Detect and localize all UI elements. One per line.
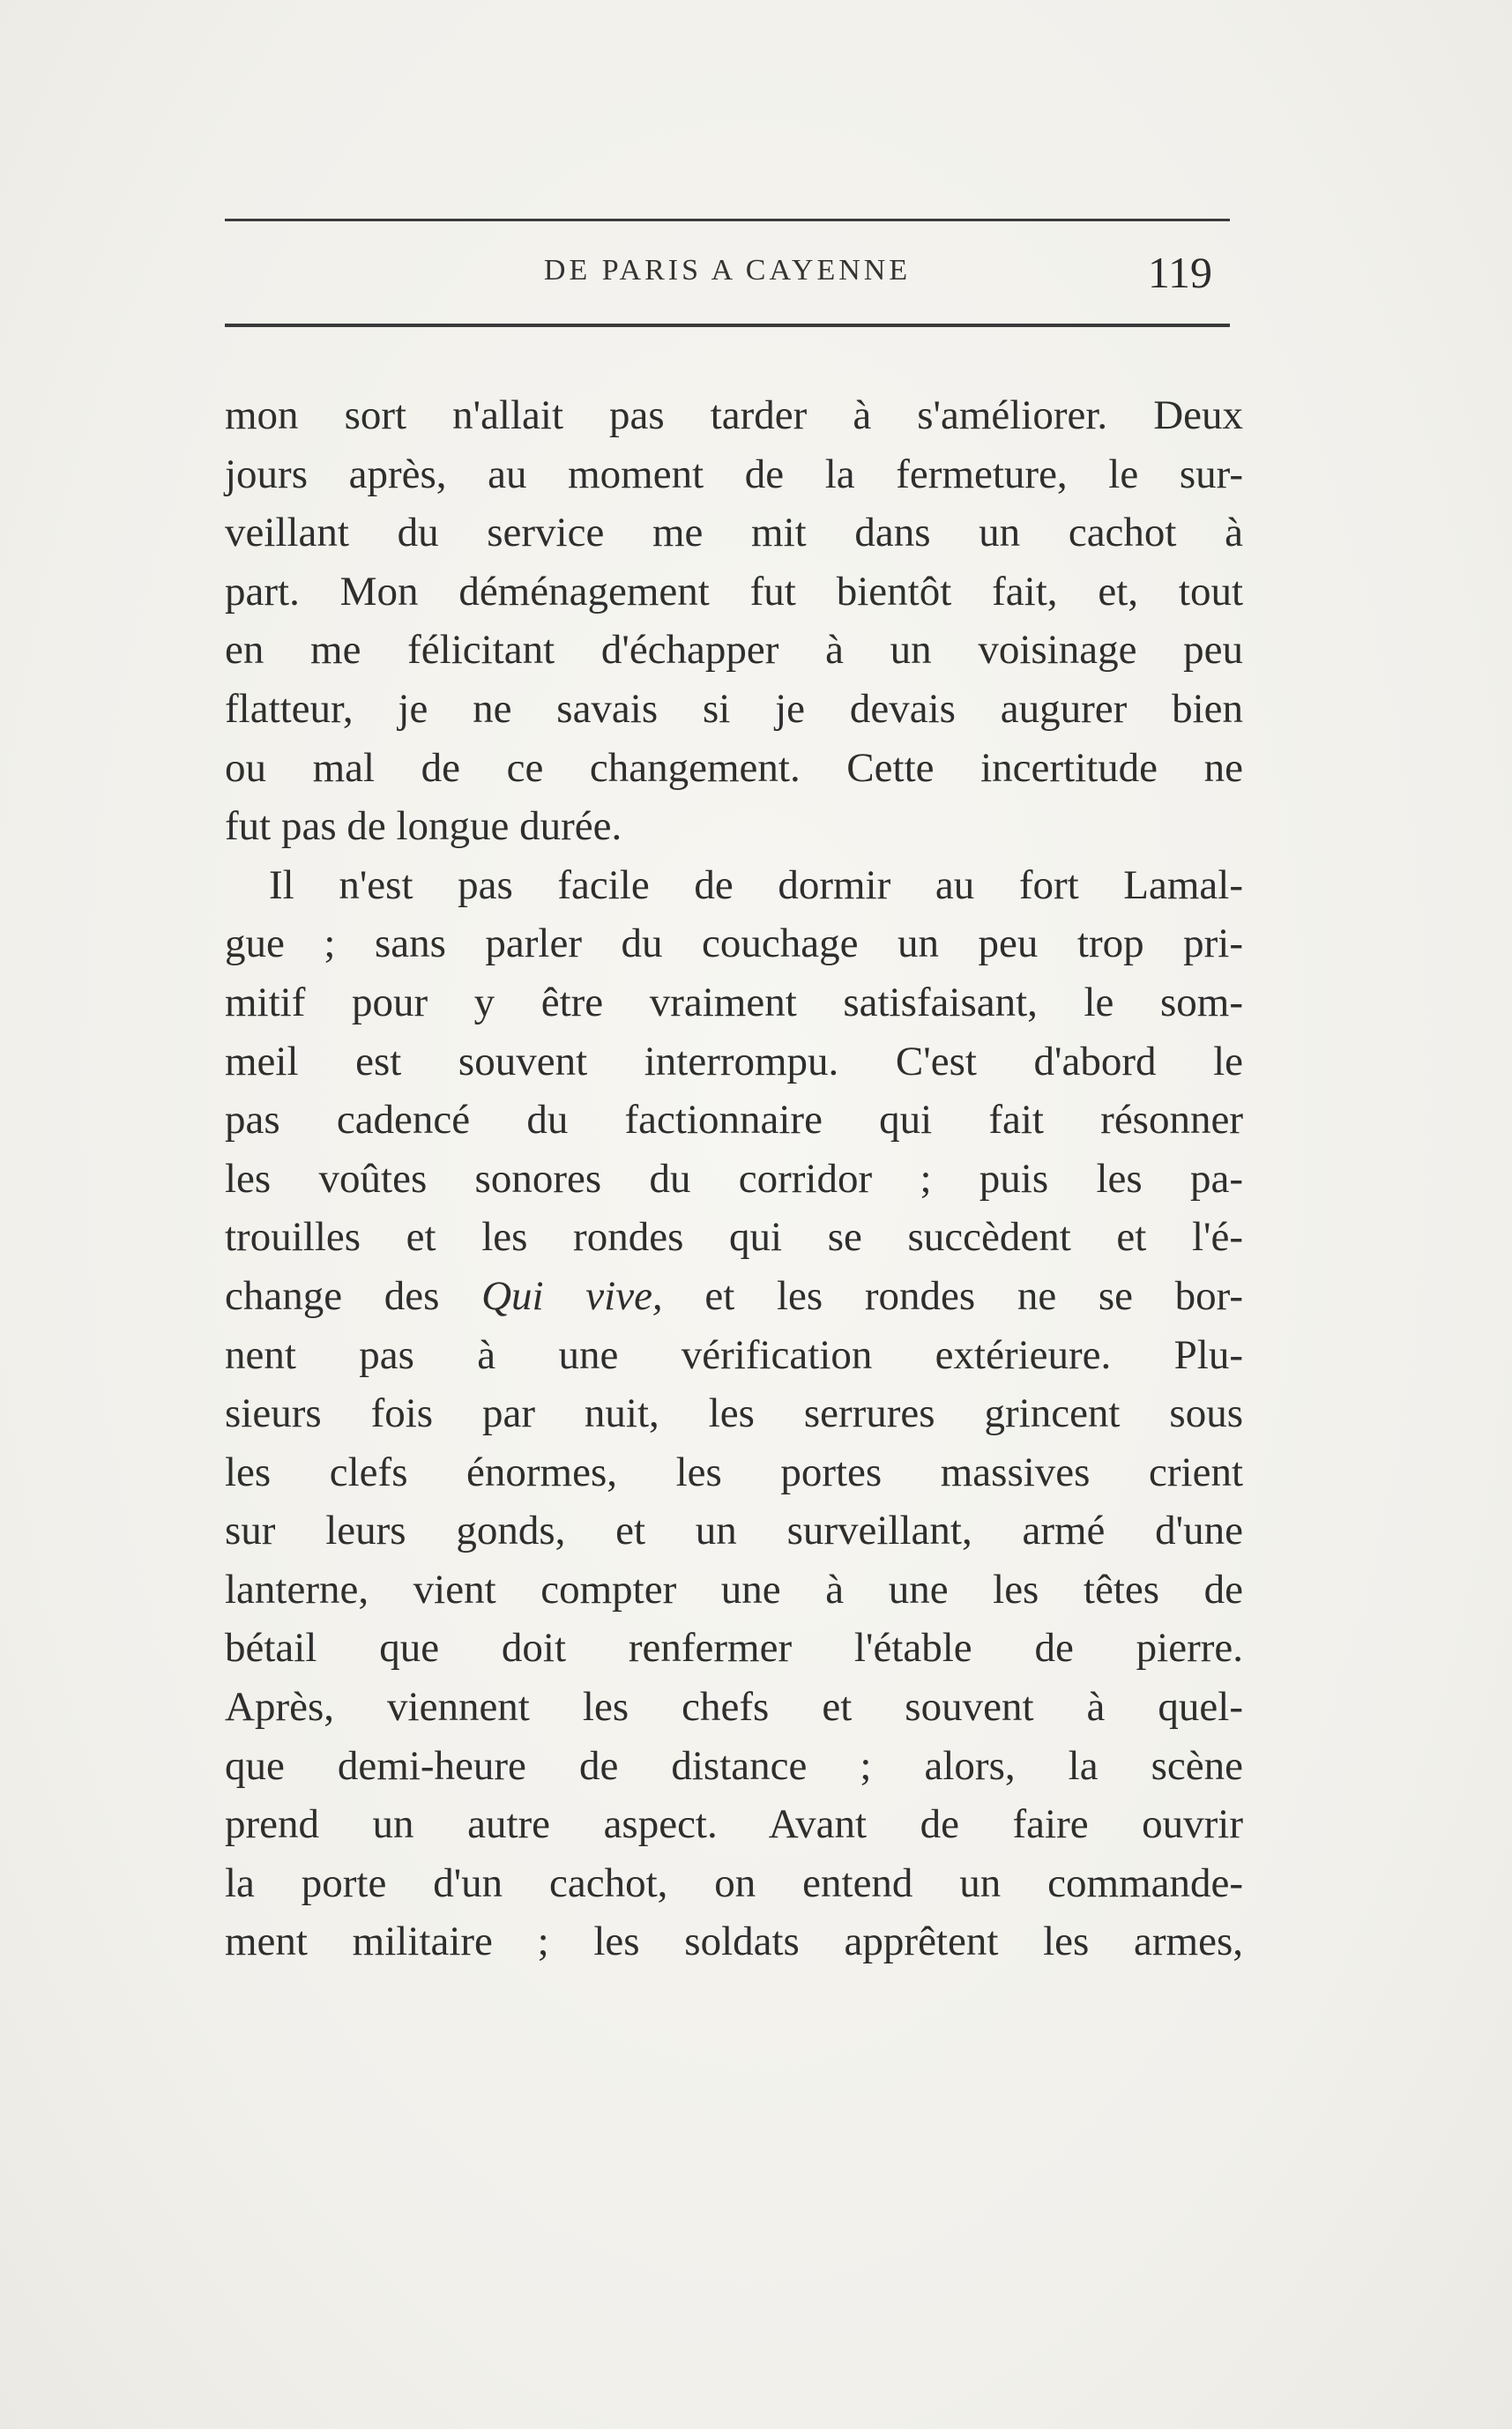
text-line: mitif pour y être vraiment satisfaisant, le som- <box>225 979 1243 1025</box>
header-rule-top <box>225 219 1230 221</box>
text-line: ment militaire ; les soldats apprêtent les armes, <box>225 1919 1243 1965</box>
text-line: Après, viennent les chefs et souvent à quel- <box>225 1684 1243 1731</box>
text-line: veillant du service me mit dans un cachot à <box>225 510 1243 556</box>
text-line: jours après, au moment de la fermeture, le sur- <box>225 451 1243 497</box>
text-segment: change des <box>225 1272 440 1319</box>
text-line: nent pas à une vérification extérieure. Plu- <box>225 1331 1243 1378</box>
running-header <box>225 247 1230 300</box>
text-line: trouilles et les rondes qui se succèdent et l'é- <box>225 1214 1243 1261</box>
text-line: gue ; sans parler du couchage un peu trop pri- <box>225 920 1243 967</box>
text-line: ou mal de ce changement. Cette incertitude ne <box>225 744 1243 791</box>
text-line: prend un autre aspect. Avant de faire ouvrir <box>225 1801 1243 1848</box>
text-line: sur leurs gonds, et un surveillant, armé d'une <box>225 1508 1243 1554</box>
text-line: pas cadencé du factionnaire qui fait résonner <box>225 1097 1243 1144</box>
text-line: en me félicitant d'échapper à un voisinage peu <box>225 627 1243 674</box>
text-segment: et les rondes ne se bor- <box>704 1272 1244 1319</box>
header-rule-bottom <box>225 324 1230 327</box>
text-line: Il n'est pas facile de dormir au fort Lamal- <box>269 861 1243 908</box>
running-title: DE PARIS A CAYENNE <box>543 254 912 287</box>
text-line: fut pas de longue durée. <box>225 803 622 850</box>
text-line: flatteur, je ne savais si je devais augurer bien <box>225 685 1243 732</box>
text-line: les clefs énormes, les portes massives crient <box>225 1449 1243 1495</box>
text-line: part. Mon déménagement fut bientôt fait, et, tout <box>225 568 1243 615</box>
italic-phrase: Qui vive, <box>481 1272 663 1319</box>
text-line: lanterne, vient compter une à une les têtes de <box>225 1566 1243 1613</box>
text-line: meil est souvent interrompu. C'est d'abord le <box>225 1038 1243 1084</box>
page-number: 119 <box>1147 248 1212 297</box>
text-line-mixed <box>225 1267 1243 1326</box>
text-line: mon sort n'allait pas tarder à s'améliorer. Deux <box>225 392 1243 438</box>
text-line: sieurs fois par nuit, les serrures grincent sous <box>225 1390 1243 1437</box>
text-line: bétail que doit renfermer l'étable de pierre. <box>225 1625 1243 1672</box>
text-line: les voûtes sonores du corridor ; puis les pa- <box>225 1155 1243 1202</box>
text-line: que demi-heure de distance ; alors, la scène <box>225 1742 1243 1789</box>
body-text <box>225 386 1243 1971</box>
text-line: la porte d'un cachot, on entend un commande- <box>225 1859 1243 1906</box>
